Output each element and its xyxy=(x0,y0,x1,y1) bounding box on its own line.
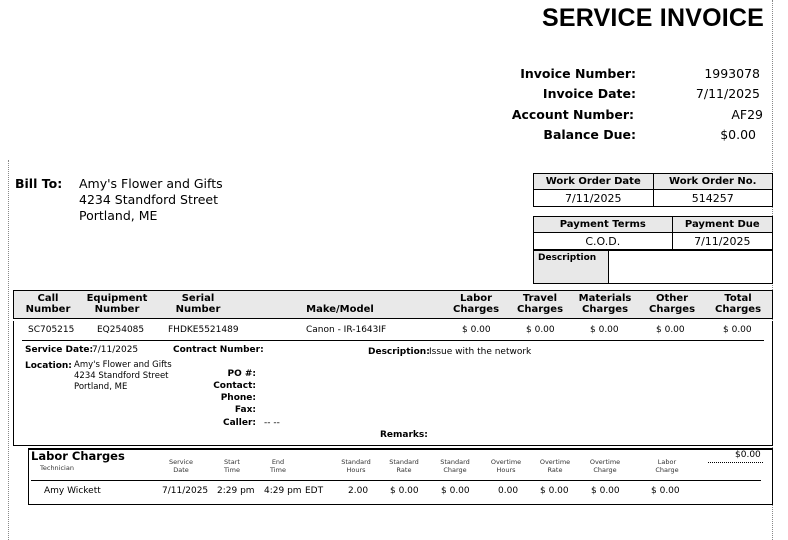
labor-standard-hours: 2.00 xyxy=(348,486,369,496)
col-serial-number: Serial Number xyxy=(175,293,221,315)
col-other-charges: Other Charges xyxy=(648,293,696,315)
work-order-date: 7/11/2025 xyxy=(534,190,654,207)
balance-due-label: Balance Due: xyxy=(543,127,636,142)
labor-header-divider xyxy=(31,480,761,481)
payment-due: 7/11/2025 xyxy=(672,233,772,250)
page-title: SERVICE INVOICE xyxy=(541,4,764,32)
location-label: Location: xyxy=(25,361,72,371)
work-order-table xyxy=(533,173,773,207)
labor-total: $0.00 xyxy=(735,450,761,460)
left-margin-line xyxy=(8,160,9,540)
col-labor-charges: Labor Charges xyxy=(452,293,500,315)
total-charges: $ 0.00 xyxy=(723,325,752,335)
serial-number: FHDKE5521489 xyxy=(168,325,239,335)
fax-label: Fax: xyxy=(234,405,256,415)
work-order-no: 514257 xyxy=(653,190,773,207)
bill-to-address xyxy=(79,176,223,224)
work-order-date-label: Work Order Date xyxy=(534,174,654,190)
contract-number-label: Contract Number: xyxy=(173,345,264,355)
remarks-label: Remarks: xyxy=(380,430,428,440)
labor-end-time: 4:29 pm xyxy=(264,486,302,496)
lh-start-time: Start Time xyxy=(224,458,240,474)
labor-overtime-hours: 0.00 xyxy=(498,486,519,496)
invoice-number: 1993078 xyxy=(704,66,760,81)
account-number: AF29 xyxy=(731,107,763,122)
col-total-charges: Total Charges xyxy=(714,293,762,315)
lh-standard-rate: Standard Rate xyxy=(389,458,419,474)
labor-charges-box xyxy=(28,448,773,505)
balance-due: $0.00 xyxy=(720,127,756,142)
labor-service-date: 7/11/2025 xyxy=(162,486,209,496)
materials-charges: $ 0.00 xyxy=(590,325,619,335)
location-city: Portland, ME xyxy=(74,382,128,392)
labor-charges: $ 0.00 xyxy=(462,325,491,335)
col-equipment-number: Equipment Number xyxy=(86,293,148,315)
labor-standard-rate: $ 0.00 xyxy=(390,486,419,496)
col-make-model: Make/Model xyxy=(306,304,374,315)
lh-service-date: Service Date xyxy=(168,458,194,474)
work-order-no-label: Work Order No. xyxy=(653,174,773,190)
detail-description-label: Description: xyxy=(368,347,430,357)
payment-terms-label: Payment Terms xyxy=(534,217,673,233)
service-date: 7/11/2025 xyxy=(92,345,139,355)
lh-end-time: End Time xyxy=(270,458,286,474)
caller-value: -- -- xyxy=(264,418,280,428)
invoice-date-label: Invoice Date: xyxy=(542,86,636,101)
travel-charges: $ 0.00 xyxy=(526,325,555,335)
location-address xyxy=(74,360,172,393)
payment-table xyxy=(533,216,773,250)
col-call-number: Call Number xyxy=(25,293,71,315)
caller-label: Caller: xyxy=(223,418,256,428)
make-model: Canon - IR-1643IF xyxy=(306,325,387,335)
lh-overtime-hours: Overtime Hours xyxy=(490,458,522,474)
labor-technician: Amy Wickett xyxy=(44,486,101,496)
lh-technician: Technician xyxy=(40,464,74,472)
payment-terms: C.O.D. xyxy=(534,233,673,250)
payment-due-label: Payment Due xyxy=(672,217,772,233)
labor-charges-title: Labor Charges xyxy=(31,449,125,463)
lh-labor-charge: Labor Charge xyxy=(655,458,679,474)
detail-description: Issue with the network xyxy=(429,347,532,357)
call-row-divider xyxy=(22,340,764,341)
bill-to-label: Bill To: xyxy=(15,176,63,191)
labor-charge: $ 0.00 xyxy=(651,486,680,496)
lh-standard-hours: Standard Hours xyxy=(341,458,371,474)
col-travel-charges: Travel Charges xyxy=(516,293,564,315)
labor-timezone: EDT xyxy=(305,486,324,496)
bill-to-city: Portland, ME xyxy=(79,208,158,223)
lh-overtime-rate: Overtime Rate xyxy=(539,458,571,474)
po-label: PO #: xyxy=(227,369,256,379)
equipment-number: EQ254085 xyxy=(97,325,145,335)
service-date-label: Service Date: xyxy=(25,345,94,355)
call-number: SC705215 xyxy=(28,325,75,335)
invoice-number-label: Invoice Number: xyxy=(520,66,636,81)
bill-to-street: 4234 Standford Street xyxy=(79,192,218,207)
description-box xyxy=(533,250,773,284)
lh-standard-charge: Standard Charge xyxy=(440,458,470,474)
phone-label: Phone: xyxy=(220,393,256,403)
other-charges: $ 0.00 xyxy=(656,325,685,335)
labor-standard-charge: $ 0.00 xyxy=(441,486,470,496)
description-label: Description xyxy=(534,251,609,283)
location-name: Amy's Flower and Gifts xyxy=(74,360,172,370)
labor-start-time: 2:29 pm xyxy=(217,486,255,496)
col-materials-charges: Materials Charges xyxy=(578,293,632,315)
labor-overtime-rate: $ 0.00 xyxy=(540,486,569,496)
contact-label: Contact: xyxy=(213,381,256,391)
invoice-date: 7/11/2025 xyxy=(695,86,760,101)
account-number-label: Account Number: xyxy=(511,107,634,122)
lh-overtime-charge: Overtime Charge xyxy=(589,458,621,474)
labor-total-underline xyxy=(708,462,763,463)
bill-to-name: Amy's Flower and Gifts xyxy=(79,176,223,191)
location-street: 4234 Standford Street xyxy=(74,371,169,381)
labor-overtime-charge: $ 0.00 xyxy=(591,486,620,496)
